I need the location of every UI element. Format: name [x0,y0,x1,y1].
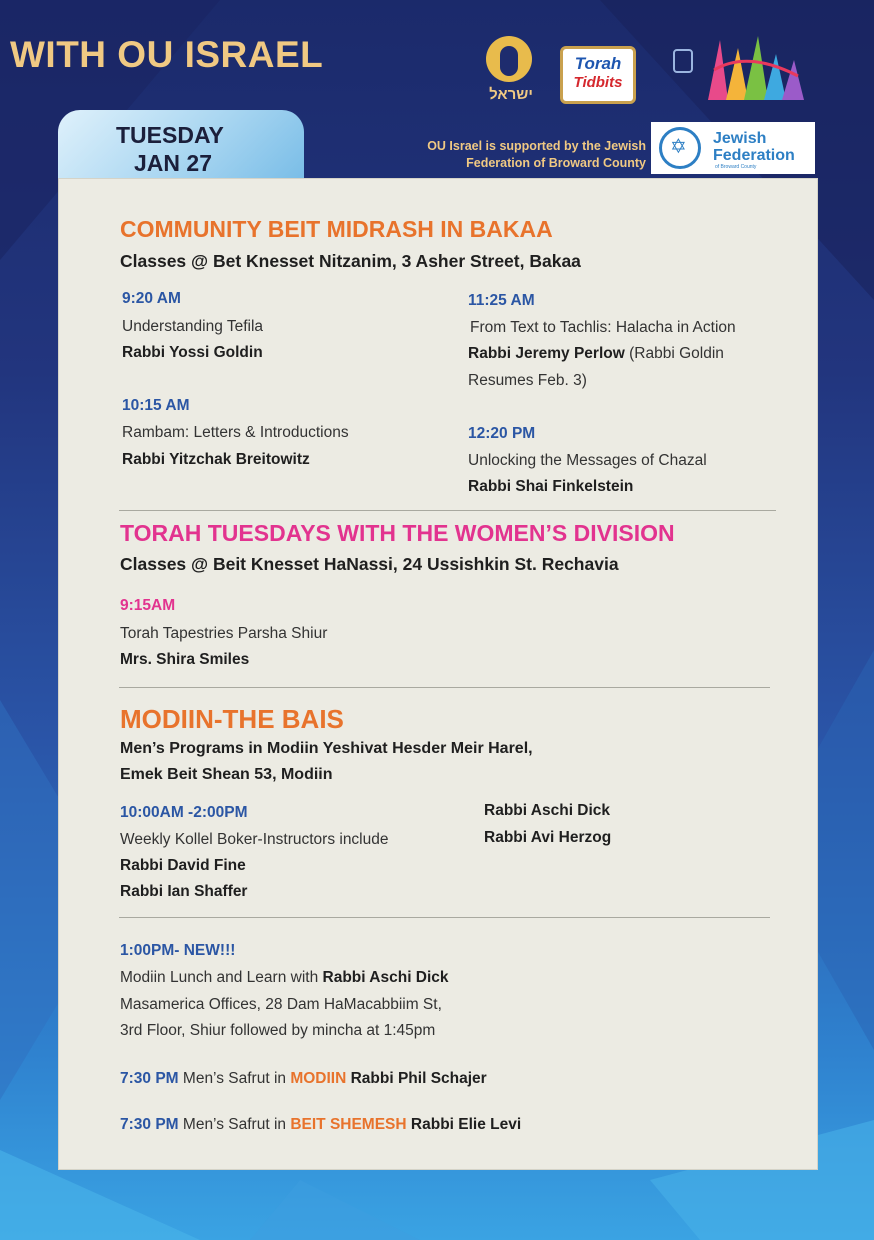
women-title: TORAH TUESDAYS WITH THE WOMEN’S DIVISION [120,520,675,546]
bakaa-title: COMMUNITY BEIT MIDRASH IN BAKAA [120,216,553,242]
class-note: Resumes Feb. 3) [468,372,587,389]
class-topic: Unlocking the Messages of Chazal [468,452,707,469]
class-teacher: Mrs. Shira Smiles [120,651,250,668]
divider [119,917,770,918]
class-time: 9:20 AM [122,290,181,307]
lunch-time: 1:00PM- NEW!!! [120,942,236,959]
safrut-beit-shemesh [120,1116,521,1134]
safrut-teacher: Rabbi Elie Levi [410,1116,522,1133]
date-text: JAN 27 [134,150,212,176]
lunch-line3: 3rd Floor, Shiur followed by mincha at 1:45pm [120,1022,436,1039]
class-time: 11:25 AM [468,292,535,309]
class-note: (Rabbi Goldin [629,345,724,362]
torah-tidbits-line2: Tidbits [573,74,623,91]
date-tab [58,110,304,180]
class-time: 9:15AM [120,597,176,614]
support-text [420,138,646,172]
modiin-location-line1: Men’s Programs in Modiin Yeshivat Hesder Meir Harel, [120,740,533,757]
lunch-line1 [120,969,449,987]
safrut-time: 7:30 PM [120,1070,179,1087]
safrut-text: Men’s Safrut in [182,1070,287,1087]
federation-line2: Federation [713,147,795,164]
kollel-time: 10:00AM -2:00PM [120,804,248,821]
schedule-card [58,178,818,1170]
date-day: TUESDAY [116,122,224,148]
instructor: Rabbi Ian Shaffer [120,883,248,900]
instructor: Rabbi David Fine [120,857,246,874]
class-time: 10:15 AM [122,397,190,414]
safrut-place: BEIT SHEMESH [290,1116,407,1133]
safrut-place: MODIIN [290,1070,347,1087]
support-line1: OU Israel is supported by the Jewish [427,139,646,153]
torah-tidbits-line1: Torah [574,54,622,73]
lunch-prefix: Modiin Lunch and Learn with [120,969,319,986]
class-teacher: Rabbi Yossi Goldin [122,344,263,361]
women-location: Classes @ Beit Knesset HaNassi, 24 Ussishkin St. Rechavia [120,554,619,574]
class-teacher: Rabbi Jeremy Perlow [468,345,625,362]
jerusalem-city-logo [668,30,810,106]
class-topic: Rambam: Letters & Introductions [122,424,349,441]
class-topic: Understanding Tefila [122,318,264,335]
class-topic: Torah Tapestries Parsha Shiur [120,625,328,642]
menorah-icon [659,127,701,169]
jewish-federation-logo [651,122,815,174]
class-teacher: Rabbi Yitzchak Breitowitz [122,451,310,468]
lunch-teacher: Rabbi Aschi Dick [322,969,449,986]
class-teacher: Rabbi Shai Finkelstein [468,478,634,495]
divider [119,687,770,688]
instructor: Rabbi Aschi Dick [484,802,611,819]
safrut-text: Men’s Safrut in [182,1116,287,1133]
support-line2: Federation of Broward County [466,156,646,170]
modiin-title: MODIIN-THE BAIS [120,704,344,734]
federation-line1: Jewish [713,130,767,147]
federation-line3: of Broward County [715,164,757,170]
ou-logo-text: ישראל [489,86,533,103]
bakaa-location: Classes @ Bet Knesset Nitzanim, 3 Asher Street, Bakaa [120,251,581,271]
kollel-desc: Weekly Kollel Boker-Instructors include [120,831,389,848]
safrut-teacher: Rabbi Phil Schajer [350,1070,487,1087]
modiin-location-line2: Emek Beit Shean 53, Modiin [120,766,333,783]
class-time: 12:20 PM [468,425,536,442]
divider [119,510,776,511]
lunch-line2: Masamerica Offices, 28 Dam HaMacabbiim St, [120,996,442,1013]
ou-israel-logo [482,36,540,108]
class-topic: From Text to Tachlis: Halacha in Action [470,319,736,336]
torah-tidbits-logo [560,46,636,104]
instructor: Rabbi Avi Herzog [484,829,612,846]
safrut-time: 7:30 PM [120,1116,179,1133]
class-teacher-line [468,345,724,363]
header-title: WITH OU ISRAEL [10,34,324,75]
safrut-modiin [120,1070,487,1088]
